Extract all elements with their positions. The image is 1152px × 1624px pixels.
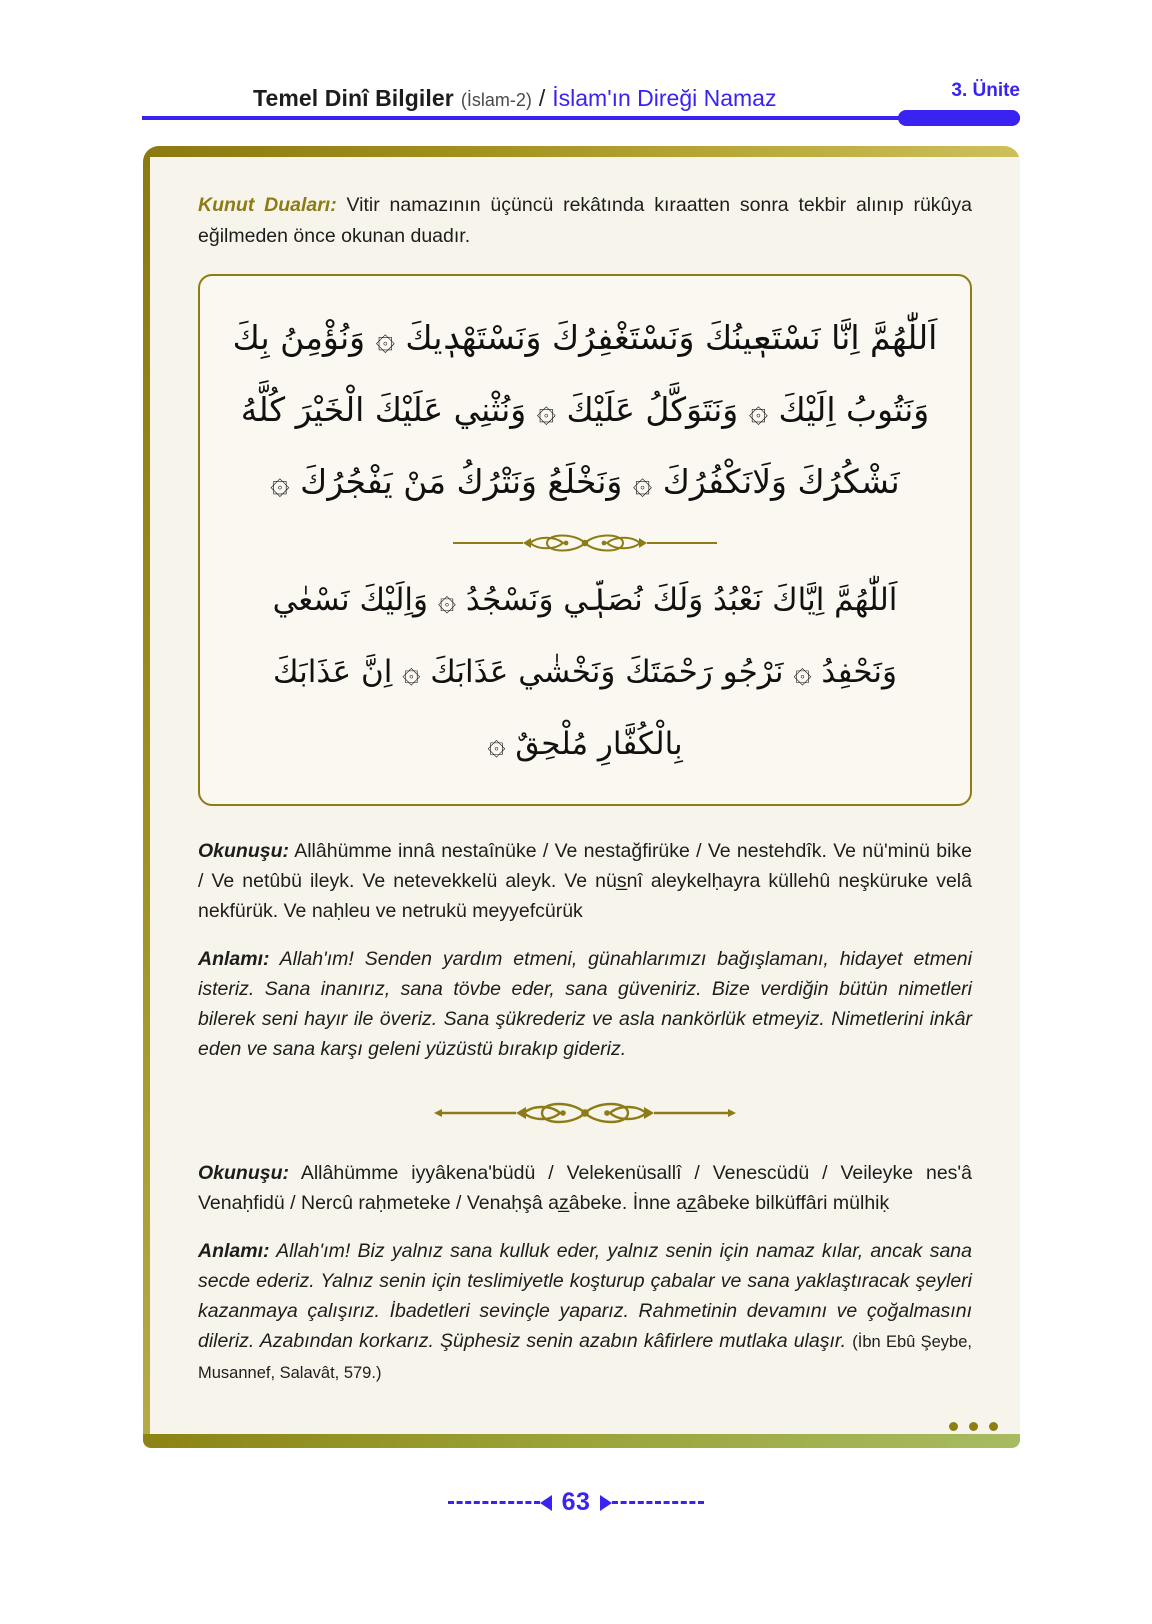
panel-body <box>150 157 1020 1434</box>
arabic-line: وَنَحْفِدُ ۞ نَرْجُو رَحْمَتَكَ وَنَخْشٰي عَذَابَكَ ۞ اِنَّ عَذَابَكَ <box>273 654 897 690</box>
panel-corner-dots <box>949 1422 998 1431</box>
book-subtitle: (İslam-2) <box>460 90 532 110</box>
page-footer <box>0 1488 1152 1517</box>
arabic-dua-box <box>198 274 972 806</box>
arabic-line: وَنَتُوبُ اِلَيْكَ ۞ وَنَتَوَكَّلُ عَلَيْكَ ۞ وَنُثْنِي عَلَيْكَ الْخَيْرَ كُلَّهُ <box>240 390 930 429</box>
source-citation: (İbn Ebû Şeybe, Musannef, Salavât, 579.) <box>198 1333 972 1382</box>
meaning-label: Anlamı: <box>198 1240 270 1262</box>
reading-text: Allâhümme iyyâkena'büdü / Velekenüsallî / Venescüdü / Veileyke nes'â Venaḥfidü / Nercû raḥmeteke / Venaḥşâ az̲âbeke. İnne az̲âbeke bilküffâri mülhiḳ <box>198 1162 972 1214</box>
running-header <box>0 72 1152 128</box>
meaning-paragraph-2 <box>198 1236 972 1388</box>
dot <box>989 1422 998 1431</box>
unit-label: 3. Ünite <box>951 80 1020 101</box>
meaning-text: Allah'ım! Senden yardım etmeni, günahlarımızı bağışlamanı, hidayet etmeni isteriz. Sana inanırız, sana tövbe eder, sana güveniriz. Bize verdiğin bütün nimetleri bilerek seni hayır ile överiz. Sana şükrederiz ve asla nankörlük etmeyiz. Nimetlerini inkâr eden ve sana karşı geleni yüzüstü bırakıp gideriz. <box>198 948 972 1060</box>
dot <box>949 1422 958 1431</box>
header-title-group <box>253 85 776 112</box>
term-label: Kunut Duaları: <box>198 194 337 216</box>
arabic-line: اَللّٰهُمَّ اِنَّا نَسْتَعٖينُكَ وَنَسْتَغْفِرُكَ وَنَسْتَهْدٖيكَ ۞ وَنُؤْمِنُ بِكَ <box>232 318 938 357</box>
reading-label: Okunuşu: <box>198 840 289 862</box>
footer-arrow-left-icon <box>540 1495 552 1511</box>
header-rule-cap <box>898 110 1020 126</box>
panel-left-edge <box>143 146 150 1448</box>
meaning-paragraph-1 <box>198 944 972 1064</box>
arabic-line: بِالْكُفَّارِ مُلْحِقٌ ۞ <box>487 726 683 762</box>
panel-bottom-band <box>143 1434 1020 1448</box>
chapter-title: İslam'ın Direği Namaz <box>552 85 777 111</box>
intro-text: Vitir namazının üçüncü rekâtında kıraatten sonra tekbir alınıp rükûya eğilmeden önce okunan duadır. <box>198 194 972 247</box>
panel-top-band <box>143 146 1020 157</box>
footer-rule-left <box>448 1501 540 1504</box>
footer-rule-right <box>612 1501 704 1504</box>
ornament-divider-large <box>198 1098 972 1128</box>
content-panel <box>143 146 1020 1448</box>
reading-paragraph-2 <box>198 1158 972 1218</box>
intro-paragraph <box>198 190 972 252</box>
book-title: Temel Dinî Bilgiler <box>253 85 454 111</box>
arabic-line: نَشْكُرُكَ وَلَانَكْفُرُكَ ۞ وَنَخْلَعُ وَنَتْرُكُ مَنْ يَفْجُرُكَ ۞ <box>270 462 900 501</box>
meaning-label: Anlamı: <box>198 948 270 970</box>
header-rule <box>142 116 1020 120</box>
header-separator: / <box>538 85 546 111</box>
reading-text: Allâhümme innâ nestaînüke / Ve nestağfirüke / Ve nestehdîk. Ve nü'minü bike / Ve netûbü ileyk. Ve netevekkelü aleyk. Ve nüs̲nî aleykelḥayra küllehû neşküruke velâ nekfürük. Ve naḥleu ve netrukü meyyefcürük <box>198 840 972 922</box>
arabic-line: اَللّٰهُمَّ اِيَّاكَ نَعْبُدُ وَلَكَ نُصَلّٖي وَنَسْجُدُ ۞ وَاِلَيْكَ نَسْعٰي <box>272 582 898 618</box>
footer-arrow-right-icon <box>600 1495 612 1511</box>
meaning-text: Allah'ım! Biz yalnız sana kulluk eder, yalnız senin için namaz kılar, ancak sana secde ederiz. Yalnız senin için teslimiyetle koşturup çabalar ve sana yaklaştıracak şeyleri kazanmaya çalışırız. İbadetleri sevinçle yaparız. Rahmetinin devamını ve çoğalmasını dileriz. Azabından korkarız. Şüphesiz senin azabın kâfirlere mutlaka ulaşır. <box>198 1240 972 1352</box>
reading-label: Okunuşu: <box>198 1162 289 1184</box>
reading-paragraph-1 <box>198 836 972 926</box>
ornament-divider-small <box>224 530 946 556</box>
page-number: 63 <box>561 1488 591 1516</box>
dot <box>969 1422 978 1431</box>
